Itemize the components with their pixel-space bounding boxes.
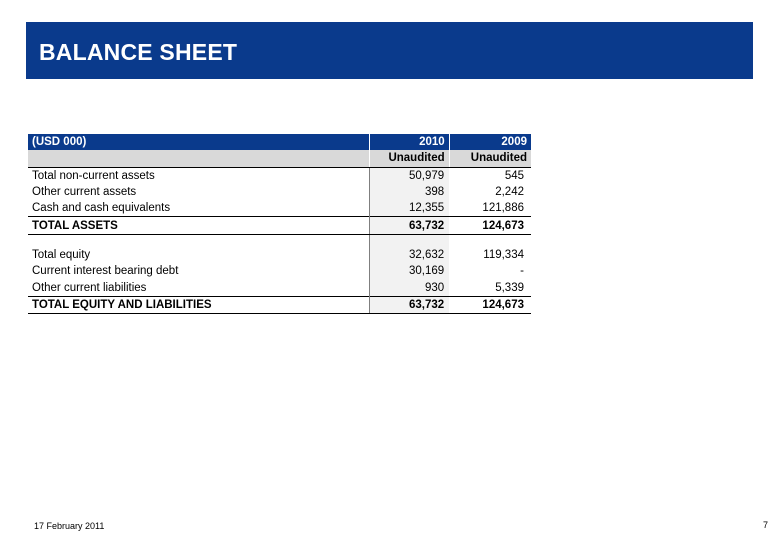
cell-2009: 119,334 [483,248,524,261]
unit-label: (USD 000) [28,134,369,150]
table-subheader-row [28,150,531,167]
title-bar [26,22,753,79]
cell-2009: 121,886 [482,202,524,215]
table-row [28,184,531,200]
cell-2009: - [520,265,524,278]
cell-2009: 124,673 [449,217,531,234]
cell-2009: 5,339 [495,281,524,294]
cell-2010: 50,979 [369,167,449,184]
total-equity-liabilities-row [28,296,531,313]
row-label: Other current assets [32,186,137,199]
subheader-blank [28,150,369,167]
table-row [28,263,531,279]
table-header-row [28,134,531,150]
footer-date: 17 February 2011 [34,521,105,531]
column-header-2009: 2009 [449,134,531,150]
column-header-2010: 2010 [369,134,449,150]
table-row [28,167,531,184]
subheader-2010: Unaudited [369,150,449,167]
row-label: TOTAL EQUITY AND LIABILITIES [28,296,369,313]
row-label: Cash and cash equivalents [32,202,171,215]
row-label: TOTAL ASSETS [28,217,369,234]
cell-2010: 63,732 [369,217,449,234]
total-assets-row [28,217,531,234]
subheader-2009: Unaudited [449,150,531,167]
cell-2010: 398 [369,184,449,200]
cell-2010: 32,632 [369,247,449,263]
cell-2009: 2,242 [495,186,524,199]
row-label: Total equity [32,248,91,261]
row-label: Total non-current assets [32,169,155,182]
table-row [28,247,531,263]
cell-2010: 30,169 [369,263,449,279]
cell-2010: 63,732 [369,296,449,313]
balance-sheet-table [28,134,531,314]
cell-2009: 545 [504,169,524,182]
table-row [28,279,531,296]
cell-2010: 12,355 [369,200,449,217]
spacer-row [28,234,531,247]
page-title: BALANCE SHEET [39,39,238,65]
table-row [28,200,531,217]
row-label: Other current liabilities [32,281,147,294]
cell-2010: 930 [369,279,449,296]
page-number: 7 [763,520,769,530]
cell-2009: 124,673 [449,296,531,313]
row-label: Current interest bearing debt [32,265,179,278]
